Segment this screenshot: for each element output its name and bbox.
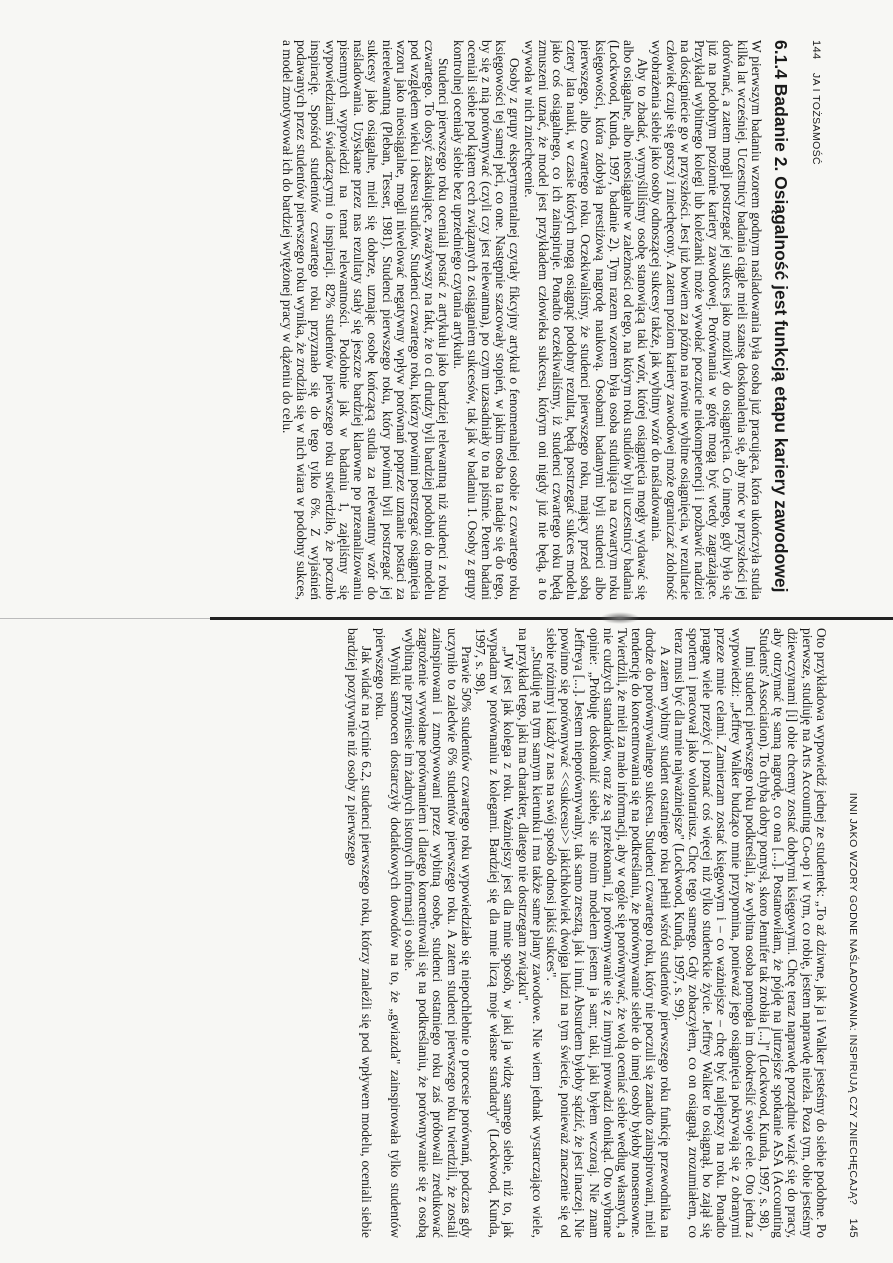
left-page-number: 144: [810, 40, 822, 60]
left-book-page: [28, 40, 823, 600]
left-paragraph-3: Osoby z grupy eksperymentalnej czytały fikcyjny artykuł o fenomenalnej osobie z czwartego roku księgowości tej samej płci, co one. Następnie szacowały stopień, w jakim osoba ta nadaje się do tego, by się z nią porównywać (czyli czy jest relewantna), po czym uzasadniały to na piśmie. Potem badani oceniali siebie pod kątem cech związanych z osiąganiem sukcesów, tak jak w badaniu 1. Osoby z grupy kontrolnej oceniały siebie bez uprzedniego czytania artykułu.: [450, 40, 523, 600]
right-page-number: 145: [847, 1218, 859, 1238]
right-paragraph-1: Oto przykładowa wypowiedź jednej ze studentek: „To aż dziwne, jak ja i Walker jesteśmy do siebie podobne. Po pierwsze, studiuję na Arts Accounting Co-op i w tym, co robię, jestem naprawdę niezła. Poza tym, obie jesteśmy dżiewczynami [i] obie chcemy zostać dobrymi księgowymi. Chcę teraz naprawdę porządnie wziąć się do pracy, aby otrzymać tę samą nagrodę, co ona [...]. Postanowiłam, że pójdę na jutrzejsze spotkanie ASA (Accounting Students' Association). To chyba dobry pomysł, skoro Jennifer tak zrobiła [...]" (Lockwood, Kunda, 1997, s. 98).: [756, 628, 829, 1238]
right-book-page: [60, 628, 860, 1238]
left-paragraph-1: W pierwszym badaniu wzorem godnym naśladowania była osoba już pracująca, która ukończyła studia kilka lat wcześniej. Uczestnicy badania ciągle mieli szansę doskonalenia się, aby móc w przyszłości jej dorównać, a zatem mogli postrzegać jej sukces jako możliwy do osiągnięcia. Co innego, gdy było się już na podobnym poziomie kariery zawodowej. Porównania w górę mogą być wtedy zagrażające. Przykład wybitnego kolegi lub koleżanki może wywołać poczucie niekompetencji i pozbawić nadziei na dościgniecie go w przyszłości. Jest już bowiem za późno na równie wybitne osiągnięcia, w rezultacie człowiek czuje się gorszy i zniechęcony. A zatem poziom kariery zawodowej może ograniczać zdolność wyobrażenia siebie jako osoby odnoszącej sukcesy także, jak wybitny wzór do naśladowania.: [649, 40, 764, 600]
left-running-head: JA I TOŻSAMOŚĆ: [810, 72, 822, 166]
left-page-rotated-content: [28, 40, 823, 600]
spine-smudge: [600, 612, 640, 624]
right-paragraph-3: A zatem wybitny student ostatniego roku pełnił wśród studentów pierwszego roku funkcję przewodnika na drodze do porównywalnego sukcesu. Studenci czwartego roku, który nie poczuli się zanadto zainspirowani, mieli tendencję do koncentrowania się na podkreślaniu, że porównywanie siebie do innej osoby byłoby nonsensowne. Twierdzili, że mieli za mało informacji, aby w ogóle się porównywać, że wolą oceniać siebie według własnych, a nie cudzych standardów, oraz że są przekonani, iż porównywanie się z innymi prowadzi donikąd. Oto wybrane opinie: „Próbuję doskonalić siebie, sie moim modelem jestem ja sam; taki, jaki byłem wczoraj. Nie znam Jeffreya [...]. Jestem nieporównywalny, tak samo zresztą, jak i inni. Absurdem byłoby sądzić, że jest inaczej. Nie powinno się porównywać <<sukcesu>> jakichkolwiek dwojga ludzi na tym świecie, ponieważ znaczenie się od siebie różnimy i każdy z nas na swój sposób odnosi jakiś sukces".: [543, 628, 673, 1238]
book-spine-divider: [0, 612, 893, 624]
right-paragraph-8: Jak widać na rycinie 6.2, studenci pierwszego roku, którzy znaleźli się pod wpływem modelu, oceniali siebie bardziej pozytywnie niż osoby z pierwszego: [345, 628, 375, 1238]
section-title: 6.1.4 Badanie 2. Osiągalność jest funkcją etapu kariery zawodowej: [770, 40, 791, 593]
right-paragraph-5: „JW jest jak kolega z roku. Ważniejszy jest dla mnie sposób, w jaki ja widzę samego siebie, niż to, jak wypadam w porównaniu z kolegami. Bardziej się dla mnie liczą moje własne standardy" (Lockwood, Kunda, 1997, s. 98).: [472, 628, 517, 1238]
spine-dark-line: [210, 617, 893, 620]
left-running-header: [809, 40, 823, 600]
right-running-header: [846, 628, 860, 1238]
left-paragraph-2: Aby to zbadać, wymyśliliśmy osobę stanowiącą taki wzór, której osiągnięcia mogły wydawać się albo osiągalne, albo nieosiągalne w zależności od tego, na którym roku studiów byli uczestnicy badania (Lockwood, Kunda, 1997, badanie 2). Tym razem wzorem była osoba studiująca na czwartym roku księgowości, która zdobyła prestiżową nagrodę naukową. Osobami badanymi byli studenci albo pierwszego, albo czwartego roku. Oczekiwaliśmy, że studenci pierwszego roku, mający przed sobą cztery lata nauki, w czasie których mogą osiągnąć podobny rezultat, będą postrzegać sukces modelu jako coś osiągalnego, co ich zainspiruje. Ponadto oczekiwaliśmy, iż studenci czwartego roku będą zmuszeni uznać, że model jest przykładem człowieka sukcesu, którym oni nigdy już nie będą, a to wywoła w nich zniechęcenie.: [521, 40, 651, 600]
right-page-rotated-content: [60, 628, 860, 1238]
left-paragraph-4: Studenci pierwszego roku oceniali postać z artykułu jako bardziej relewantną niż studenci z roku czwartego. To dosyć zaskakujące, zważywszy na fakt, że to ci drudzy byli bardziej podobni do modelu pod względem wieku i okresu studiów. Studenci czwartego roku, którzy powinni postrzegać osiągnięcia wzoru jako nieosiągalne, mogli niwelować negatywny wpływ porównań poprzez uznanie postaci za nierelewantną (Pleban, Tesser, 1981). Studenci pierwszego roku, który powinni byli postrzegać jej sukcesy jako osiągalne, mieli się dobrze, uznając osobę kończącą studia za relewantny wzór do naśladowania. Uzyskane przez nas rezultaty stały się jeszcze bardziej klarowne po przeanalizowaniu pisemnych wypowiedzi na temat relewantności. Podobnie jak w badaniu 1, zajęliśmy się wypowiedziami świadczącymi o inspiracji. 82% studentów pierwszego roku stwierdziło, że poczuło inspirację. Spośród studentów czwartego roku przyznało się do tego tylko 6%. Z wyjaśnień podawanych przez studentów pierwszego roku wynika, że zrodziła się w nich wiara w podobny sukces, a model zmotywował ich do bardziej wytężonej pracy w dążeniu do celu.: [280, 40, 452, 600]
right-paragraph-6: Prawie 50% studentów czwartego roku wypowiedziało się niepochlebnie o procesie porównań, podczas gdy uczyniło to zaledwie 6% studentów pierwszego roku. A zatem studenci pierwszego roku twierdzili, że zostali zainspirowani i zmotywowani przez wybitną osobę, studenci ostatniego roku zaś próbowali zredukować zagrożenie wywołane porównaniem i dlatego koncentrowali się na podkreślaniu, że porównywanie się z osobą wybitną nie przyniesie im żadnych istotnych informacji o sobie.: [401, 628, 474, 1238]
right-paragraph-7: Wyniki samoocen dostarczyły dodatkowych dowodów na to, że „gwiazda" zainspirowała tylko studentów pierwszego roku.: [373, 628, 403, 1238]
right-paragraph-4: „Studiuję na tym samym kierunku i ma także same plany zawodowe. Nie wiem jednak wystarczająco wiele, na przykład tego, jaki ma charakter, dlatego nie dostrzegam związku".: [515, 628, 545, 1238]
spine-faint-line: [0, 618, 210, 619]
right-running-head: INNI JAKO WZORY GODNE NAŚLADOWANIA: INSPIRUJĄ CZY ZNIECHĘCAJĄ?: [847, 792, 859, 1206]
right-paragraph-2: Inni studenci pierwszego roku podkreślali, że wybitna osoba pomogła im dookreślić swoje cele. Oto jedna z wypowiedzi: „Jeffrey Walker budząco mnie przypomina, ponieważ jego osiągnięcia pokrywają się z obranymi przeze mnie celami. Zamierzam zostać księgowym i – co ważniejsze – chcę być najlepszy na roku. Ponadto pragnę wiele przeżyć i poznać coś więcej niż tylko studenckie życie. Jeffrey Walker to osiągnął, bo zajął się sportem i pracował jako wolontariusz. Chcę tego samego. Gdy zobaczyłem, co on osiągnął, zrozumiałem, co teraz musi być dla mnie najważniejsze" (Lockwood, Kunda, 1997, s. 99).: [671, 628, 758, 1238]
